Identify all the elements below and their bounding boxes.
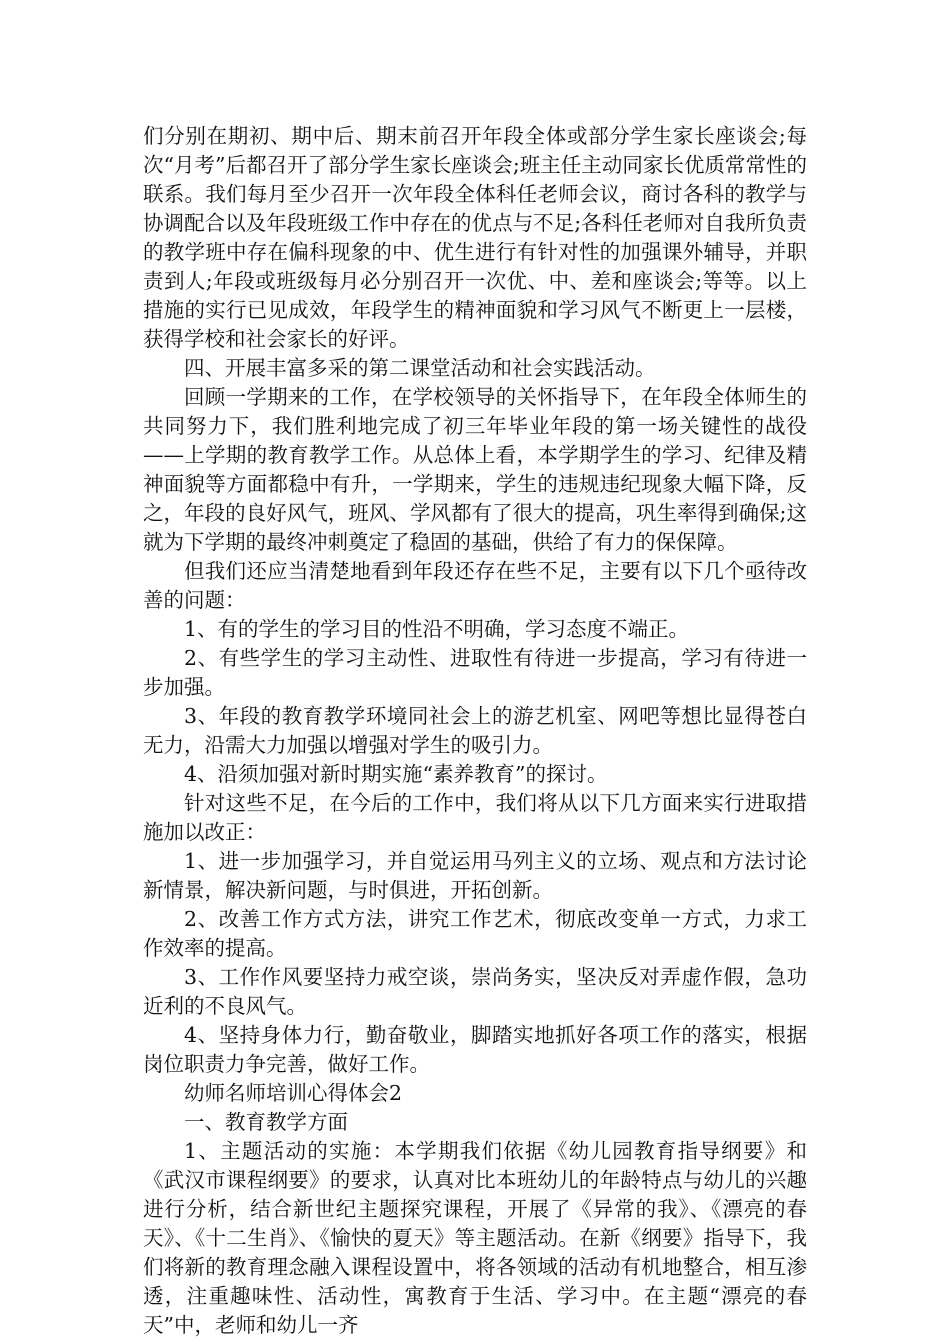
paragraph-measure-2: 2、改善工作方式方法，讲究工作艺术，彻底改变单一方式，力求工作效率的提高。 <box>143 907 807 960</box>
paragraph-parent-meetings: 们分别在期初、期中后、期末前召开年段全体或部分学生家长座谈会;每次“月考”后都召开了部分学生家长座谈会;班主任主动同家长优质常常性的联系。我们每月至少召开一次年段全体科任老师会议，商讨各科的教学与协调配合以及年段班级工作中存在的优点与不足;各科任老师对自我所负责的教学班中存在偏科现象的中、优生进行有针对性的加强课外辅导，并职责到人;年段或班级每月必分别召开一次优、中、差和座谈会;等等。以上措施的实行已见成效，年段学生的精神面貌和学习风气不断更上一层楼，获得学校和社会家长的好评。 <box>143 124 807 351</box>
paragraph-measure-1: 1、进一步加强学习，并自觉运用马列主义的立场、观点和方法讨论新情景，解决新问题，与时俱进，开拓创新。 <box>143 849 807 902</box>
paragraph-shortcoming-2: 2、有些学生的学习主动性、进取性有待进一步提高，学习有待进一步加强。 <box>143 646 807 699</box>
paragraph-shortcomings-intro: 但我们还应当清楚地看到年段还存在些不足，主要有以下几个亟待改善的问题： <box>143 559 807 612</box>
document-page <box>143 122 807 1340</box>
paragraph-shortcoming-1: 1、有的学生的学习目的性沿不明确，学习态度不端正。 <box>184 617 690 641</box>
paragraph-shortcoming-3: 3、年段的教育教学环境同社会上的游艺机室、网吧等想比显得苍白无力，沿需大力加强以增强对学生的吸引力。 <box>143 704 807 757</box>
section-title-experience-2: 幼师名师培训心得体会2 <box>184 1081 403 1105</box>
section-heading-teaching: 一、教育教学方面 <box>184 1110 348 1134</box>
paragraph-theme-activities: 1、主题活动的实施：本学期我们依据《幼儿园教育指导纲要》和《武汉市课程纲要》的要求，认真对比本班幼儿的年龄特点与幼儿的兴趣进行分析，结合新世纪主题探究课程，开展了《异常的我》、《漂亮的春天》、《十二生肖》、《愉快的夏天》等主题活动。在新《纲要》指导下，我们将新的教育理念融入课程设置中，将各领域的活动有机地整合，相互渗透，注重趣味性、活动性，寓教育于生活、学习中。在主题“漂亮的春天”中，老师和幼儿一齐 <box>143 1139 807 1337</box>
paragraph-semester-review: 回顾一学期来的工作，在学校领导的关怀指导下，在年段全体师生的共同努力下，我们胜利地完成了初三年毕业年段的第一场关键性的战役——上学期的教育教学工作。从总体上看，本学期学生的学习、纪律及精神面貌等方面都稳中有升，一学期来，学生的违规违纪现象大幅下降，反之，年段的良好风气，班风、学风都有了很大的提高，巩生率得到确保;这就为下学期的最终冲刺奠定了稳固的基础，供给了有力的保保障。 <box>143 385 807 554</box>
paragraph-shortcoming-4: 4、沿须加强对新时期实施“素养教育”的探讨。 <box>184 762 608 786</box>
paragraph-measures-intro: 针对这些不足，在今后的工作中，我们将从以下几方面来实行进取措施加以改正： <box>143 791 807 844</box>
paragraph-measure-4: 4、坚持身体力行，勤奋敬业，脚踏实地抓好各项工作的落实，根据岗位职责力争完善，做好工作。 <box>143 1023 807 1076</box>
paragraph-section-four-heading: 四、开展丰富多采的第二课堂活动和社会实践活动。 <box>184 356 656 380</box>
paragraph-measure-3: 3、工作作风要坚持力戒空谈，崇尚务实，坚决反对弄虚作假，急功近利的不良风气。 <box>143 965 807 1018</box>
